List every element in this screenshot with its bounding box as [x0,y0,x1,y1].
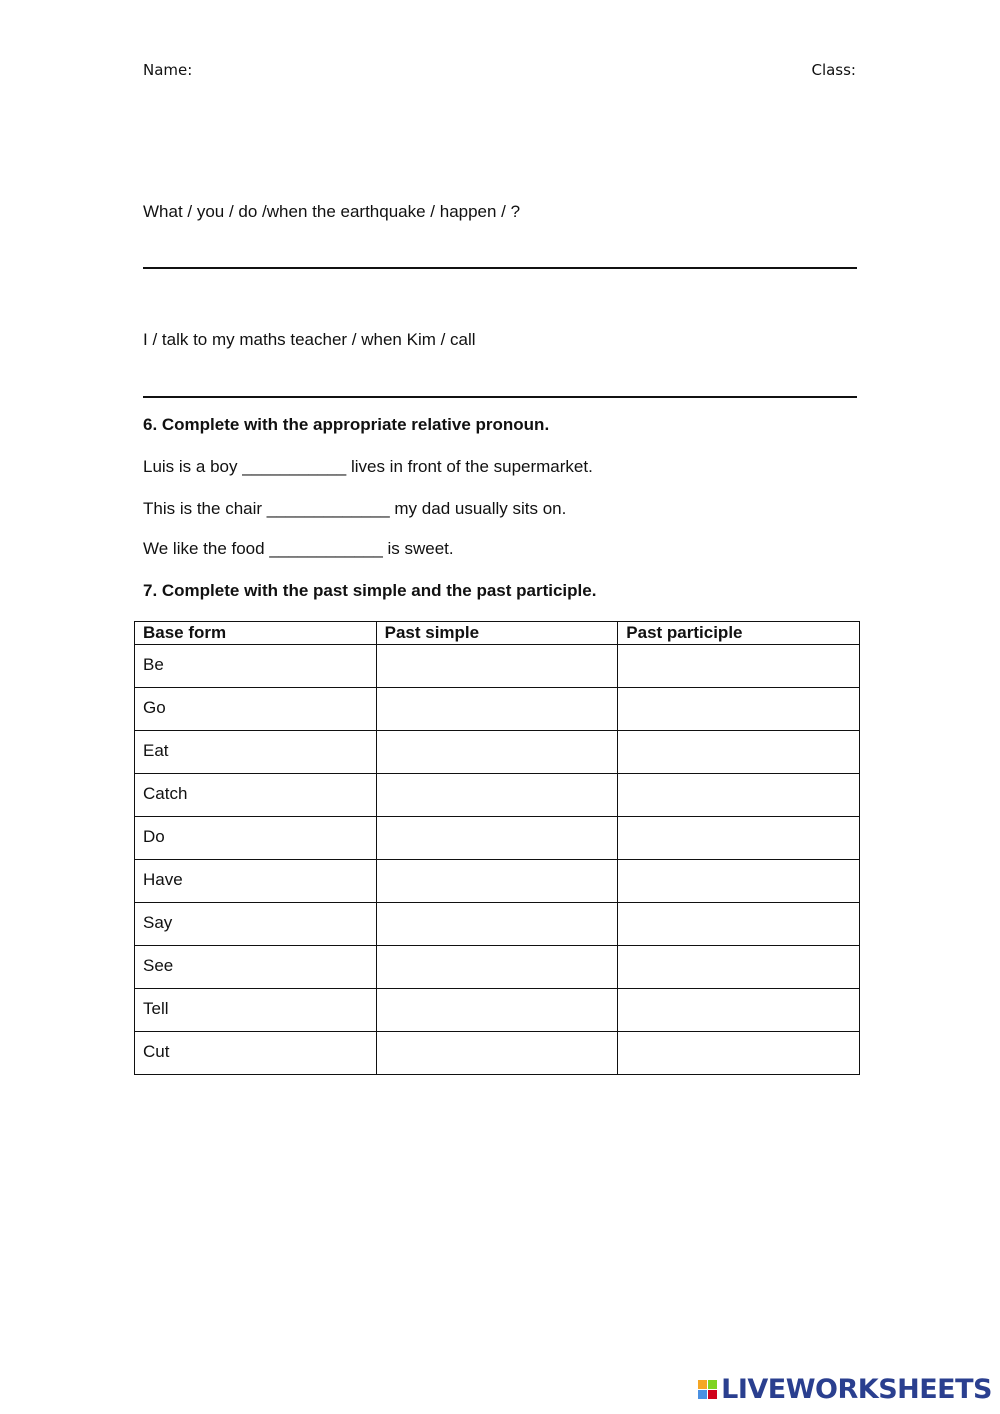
base-form-cell: Be [135,645,377,688]
table-header-row [135,622,860,645]
answer-line-2[interactable] [143,396,857,398]
base-form-cell: Eat [135,731,377,774]
past-simple-cell[interactable] [376,989,618,1032]
past-participle-cell[interactable] [618,1032,860,1075]
answer-line-1[interactable] [143,267,857,269]
past-simple-cell[interactable] [376,903,618,946]
table-row [135,774,860,817]
base-form-cell: Catch [135,774,377,817]
table-row [135,645,860,688]
base-form-cell: Tell [135,989,377,1032]
past-simple-cell[interactable] [376,731,618,774]
table-row [135,860,860,903]
table-row [135,1032,860,1075]
exercise6-sentence-3: We like the food ____________ is sweet. [143,539,454,558]
past-simple-cell[interactable] [376,774,618,817]
base-form-cell: Say [135,903,377,946]
past-participle-cell[interactable] [618,645,860,688]
past-simple-cell[interactable] [376,817,618,860]
past-participle-cell[interactable] [618,989,860,1032]
exercise6-title: 6. Complete with the appropriate relative pronoun. [143,415,550,434]
logo-square-4 [708,1390,717,1399]
past-participle-cell[interactable] [618,774,860,817]
base-form-cell: See [135,946,377,989]
base-form-cell: Have [135,860,377,903]
exercise5-prompt-2: I / talk to my maths teacher / when Kim / call [143,330,476,349]
class-label: Class: [811,61,856,79]
column-header-past-participle: Past participle [618,622,860,645]
past-simple-cell[interactable] [376,1032,618,1075]
past-simple-cell[interactable] [376,860,618,903]
exercise7-title: 7. Complete with the past simple and the past participle. [143,581,597,600]
table-row [135,946,860,989]
base-form-cell: Do [135,817,377,860]
exercise6-sentence-1: Luis is a boy ___________ lives in front of the supermarket. [143,457,593,476]
table-row [135,903,860,946]
past-participle-cell[interactable] [618,903,860,946]
past-simple-cell[interactable] [376,688,618,731]
table-row [135,731,860,774]
past-participle-cell[interactable] [618,860,860,903]
base-form-cell: Cut [135,1032,377,1075]
past-simple-cell[interactable] [376,645,618,688]
exercise6-sentence-2: This is the chair _____________ my dad usually sits on. [143,499,567,518]
past-participle-cell[interactable] [618,731,860,774]
table-row [135,817,860,860]
logo-square-3 [698,1390,707,1399]
past-simple-cell[interactable] [376,946,618,989]
past-participle-cell[interactable] [618,688,860,731]
name-label: Name: [143,61,193,79]
past-participle-cell[interactable] [618,946,860,989]
base-form-cell: Go [135,688,377,731]
column-header-base-form: Base form [135,622,377,645]
liveworksheets-logo-icon [698,1380,717,1399]
liveworksheets-wordmark: LIVEWORKSHEETS [721,1374,992,1405]
logo-square-1 [698,1380,707,1389]
liveworksheets-logo [698,1374,992,1405]
verb-table [134,621,860,1075]
exercise5-prompt-1: What / you / do /when the earthquake / happen / ? [143,202,521,221]
table-row [135,989,860,1032]
past-participle-cell[interactable] [618,817,860,860]
logo-square-2 [708,1380,717,1389]
table-row [135,688,860,731]
column-header-past-simple: Past simple [376,622,618,645]
